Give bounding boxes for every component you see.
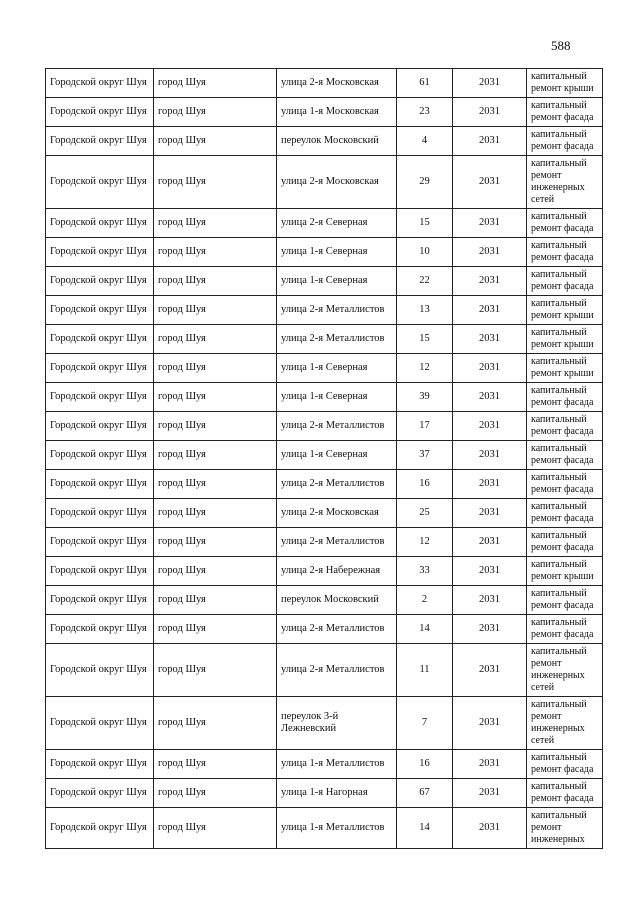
- table-body: [46, 69, 603, 849]
- house-number-cell: 67: [397, 779, 453, 808]
- year-cell: 2031: [453, 238, 527, 267]
- work-type-cell: капитальный ремонт фасада: [527, 267, 603, 296]
- repair-schedule-table: [45, 68, 603, 849]
- house-number-cell: 12: [397, 354, 453, 383]
- year-cell: 2031: [453, 69, 527, 98]
- city-cell: город Шуя: [154, 644, 277, 697]
- street-cell: переулок Московский: [277, 127, 397, 156]
- house-number-cell: 22: [397, 267, 453, 296]
- city-cell: город Шуя: [154, 697, 277, 750]
- district-cell: Городской округ Шуя: [46, 470, 154, 499]
- year-cell: 2031: [453, 156, 527, 209]
- table-row: [46, 441, 603, 470]
- street-cell: улица 2-я Металлистов: [277, 470, 397, 499]
- work-type-cell: капитальный ремонт фасада: [527, 238, 603, 267]
- district-cell: Городской округ Шуя: [46, 383, 154, 412]
- street-cell: улица 1-я Северная: [277, 267, 397, 296]
- work-type-cell: капитальный ремонт инженерных сетей: [527, 644, 603, 697]
- work-type-cell: капитальный ремонт инженерных сетей: [527, 156, 603, 209]
- street-cell: улица 2-я Металлистов: [277, 412, 397, 441]
- house-number-cell: 25: [397, 499, 453, 528]
- table-row: [46, 528, 603, 557]
- district-cell: Городской округ Шуя: [46, 209, 154, 238]
- work-type-cell: капитальный ремонт крыши: [527, 354, 603, 383]
- work-type-cell: капитальный ремонт фасада: [527, 209, 603, 238]
- year-cell: 2031: [453, 127, 527, 156]
- city-cell: город Шуя: [154, 412, 277, 441]
- district-cell: Городской округ Шуя: [46, 557, 154, 586]
- house-number-cell: 14: [397, 808, 453, 849]
- city-cell: город Шуя: [154, 808, 277, 849]
- house-number-cell: 16: [397, 470, 453, 499]
- work-type-cell: капитальный ремонт инженерных: [527, 808, 603, 849]
- year-cell: 2031: [453, 354, 527, 383]
- district-cell: Городской округ Шуя: [46, 354, 154, 383]
- house-number-cell: 4: [397, 127, 453, 156]
- house-number-cell: 37: [397, 441, 453, 470]
- district-cell: Городской округ Шуя: [46, 296, 154, 325]
- street-cell: улица 1-я Северная: [277, 238, 397, 267]
- district-cell: Городской округ Шуя: [46, 267, 154, 296]
- city-cell: город Шуя: [154, 296, 277, 325]
- street-cell: улица 1-я Северная: [277, 383, 397, 412]
- table-row: [46, 98, 603, 127]
- work-type-cell: капитальный ремонт фасада: [527, 779, 603, 808]
- work-type-cell: капитальный ремонт фасада: [527, 528, 603, 557]
- year-cell: 2031: [453, 98, 527, 127]
- city-cell: город Шуя: [154, 528, 277, 557]
- city-cell: город Шуя: [154, 441, 277, 470]
- year-cell: 2031: [453, 808, 527, 849]
- district-cell: Городской округ Шуя: [46, 697, 154, 750]
- district-cell: Городской округ Шуя: [46, 238, 154, 267]
- street-cell: улица 1-я Металлистов: [277, 750, 397, 779]
- year-cell: 2031: [453, 499, 527, 528]
- street-cell: улица 1-я Металлистов: [277, 808, 397, 849]
- table-row: [46, 470, 603, 499]
- city-cell: город Шуя: [154, 470, 277, 499]
- work-type-cell: капитальный ремонт крыши: [527, 69, 603, 98]
- table-row: [46, 557, 603, 586]
- house-number-cell: 33: [397, 557, 453, 586]
- district-cell: Городской округ Шуя: [46, 779, 154, 808]
- street-cell: улица 2-я Металлистов: [277, 528, 397, 557]
- house-number-cell: 16: [397, 750, 453, 779]
- work-type-cell: капитальный ремонт фасада: [527, 750, 603, 779]
- table-row: [46, 238, 603, 267]
- work-type-cell: капитальный ремонт фасада: [527, 615, 603, 644]
- year-cell: 2031: [453, 267, 527, 296]
- work-type-cell: капитальный ремонт фасада: [527, 441, 603, 470]
- table-row: [46, 296, 603, 325]
- table-row: [46, 644, 603, 697]
- table-row: [46, 697, 603, 750]
- house-number-cell: 14: [397, 615, 453, 644]
- work-type-cell: капитальный ремонт фасада: [527, 412, 603, 441]
- house-number-cell: 17: [397, 412, 453, 441]
- year-cell: 2031: [453, 697, 527, 750]
- house-number-cell: 23: [397, 98, 453, 127]
- house-number-cell: 13: [397, 296, 453, 325]
- district-cell: Городской округ Шуя: [46, 750, 154, 779]
- work-type-cell: капитальный ремонт крыши: [527, 557, 603, 586]
- year-cell: 2031: [453, 325, 527, 354]
- table-row: [46, 127, 603, 156]
- year-cell: 2031: [453, 779, 527, 808]
- city-cell: город Шуя: [154, 586, 277, 615]
- city-cell: город Шуя: [154, 325, 277, 354]
- table-row: [46, 808, 603, 849]
- year-cell: 2031: [453, 441, 527, 470]
- district-cell: Городской округ Шуя: [46, 325, 154, 354]
- street-cell: улица 2-я Металлистов: [277, 644, 397, 697]
- street-cell: переулок Московский: [277, 586, 397, 615]
- table-row: [46, 586, 603, 615]
- work-type-cell: капитальный ремонт фасада: [527, 98, 603, 127]
- table-row: [46, 209, 603, 238]
- year-cell: 2031: [453, 528, 527, 557]
- street-cell: улица 2-я Металлистов: [277, 325, 397, 354]
- city-cell: город Шуя: [154, 98, 277, 127]
- house-number-cell: 7: [397, 697, 453, 750]
- district-cell: Городской округ Шуя: [46, 441, 154, 470]
- table-row: [46, 615, 603, 644]
- table-row: [46, 354, 603, 383]
- work-type-cell: капитальный ремонт крыши: [527, 296, 603, 325]
- street-cell: улица 1-я Северная: [277, 354, 397, 383]
- city-cell: город Шуя: [154, 238, 277, 267]
- district-cell: Городской округ Шуя: [46, 615, 154, 644]
- work-type-cell: капитальный ремонт фасада: [527, 470, 603, 499]
- work-type-cell: капитальный ремонт фасада: [527, 499, 603, 528]
- city-cell: город Шуя: [154, 499, 277, 528]
- city-cell: город Шуя: [154, 354, 277, 383]
- street-cell: улица 2-я Северная: [277, 209, 397, 238]
- year-cell: 2031: [453, 383, 527, 412]
- table-row: [46, 383, 603, 412]
- district-cell: Городской округ Шуя: [46, 644, 154, 697]
- table-row: [46, 267, 603, 296]
- street-cell: улица 2-я Металлистов: [277, 296, 397, 325]
- city-cell: город Шуя: [154, 383, 277, 412]
- district-cell: Городской округ Шуя: [46, 499, 154, 528]
- table-row: [46, 412, 603, 441]
- street-cell: улица 2-я Металлистов: [277, 615, 397, 644]
- district-cell: Городской округ Шуя: [46, 528, 154, 557]
- table-row: [46, 69, 603, 98]
- house-number-cell: 15: [397, 209, 453, 238]
- house-number-cell: 10: [397, 238, 453, 267]
- house-number-cell: 15: [397, 325, 453, 354]
- street-cell: улица 2-я Московская: [277, 69, 397, 98]
- house-number-cell: 29: [397, 156, 453, 209]
- page-number: 588: [551, 38, 571, 53]
- city-cell: город Шуя: [154, 156, 277, 209]
- district-cell: Городской округ Шуя: [46, 586, 154, 615]
- street-cell: улица 2-я Московская: [277, 156, 397, 209]
- house-number-cell: 2: [397, 586, 453, 615]
- city-cell: город Шуя: [154, 750, 277, 779]
- work-type-cell: капитальный ремонт крыши: [527, 325, 603, 354]
- city-cell: город Шуя: [154, 615, 277, 644]
- city-cell: город Шуя: [154, 779, 277, 808]
- table-row: [46, 325, 603, 354]
- house-number-cell: 12: [397, 528, 453, 557]
- year-cell: 2031: [453, 615, 527, 644]
- table-row: [46, 779, 603, 808]
- street-cell: улица 1-я Московская: [277, 98, 397, 127]
- table-row: [46, 156, 603, 209]
- district-cell: Городской округ Шуя: [46, 412, 154, 441]
- year-cell: 2031: [453, 412, 527, 441]
- city-cell: город Шуя: [154, 557, 277, 586]
- work-type-cell: капитальный ремонт фасада: [527, 383, 603, 412]
- year-cell: 2031: [453, 644, 527, 697]
- house-number-cell: 11: [397, 644, 453, 697]
- city-cell: город Шуя: [154, 267, 277, 296]
- city-cell: город Шуя: [154, 209, 277, 238]
- street-cell: улица 1-я Нагорная: [277, 779, 397, 808]
- street-cell: улица 1-я Северная: [277, 441, 397, 470]
- year-cell: 2031: [453, 209, 527, 238]
- work-type-cell: капитальный ремонт инженерных сетей: [527, 697, 603, 750]
- table-row: [46, 499, 603, 528]
- year-cell: 2031: [453, 557, 527, 586]
- work-type-cell: капитальный ремонт фасада: [527, 127, 603, 156]
- house-number-cell: 61: [397, 69, 453, 98]
- year-cell: 2031: [453, 470, 527, 499]
- work-type-cell: капитальный ремонт фасада: [527, 586, 603, 615]
- street-cell: переулок 3-й Лежневский: [277, 697, 397, 750]
- year-cell: 2031: [453, 586, 527, 615]
- street-cell: улица 2-я Набережная: [277, 557, 397, 586]
- district-cell: Городской округ Шуя: [46, 98, 154, 127]
- district-cell: Городской округ Шуя: [46, 127, 154, 156]
- house-number-cell: 39: [397, 383, 453, 412]
- year-cell: 2031: [453, 296, 527, 325]
- city-cell: город Шуя: [154, 127, 277, 156]
- street-cell: улица 2-я Московская: [277, 499, 397, 528]
- table-row: [46, 750, 603, 779]
- district-cell: Городской округ Шуя: [46, 808, 154, 849]
- year-cell: 2031: [453, 750, 527, 779]
- city-cell: город Шуя: [154, 69, 277, 98]
- district-cell: Городской округ Шуя: [46, 69, 154, 98]
- district-cell: Городской округ Шуя: [46, 156, 154, 209]
